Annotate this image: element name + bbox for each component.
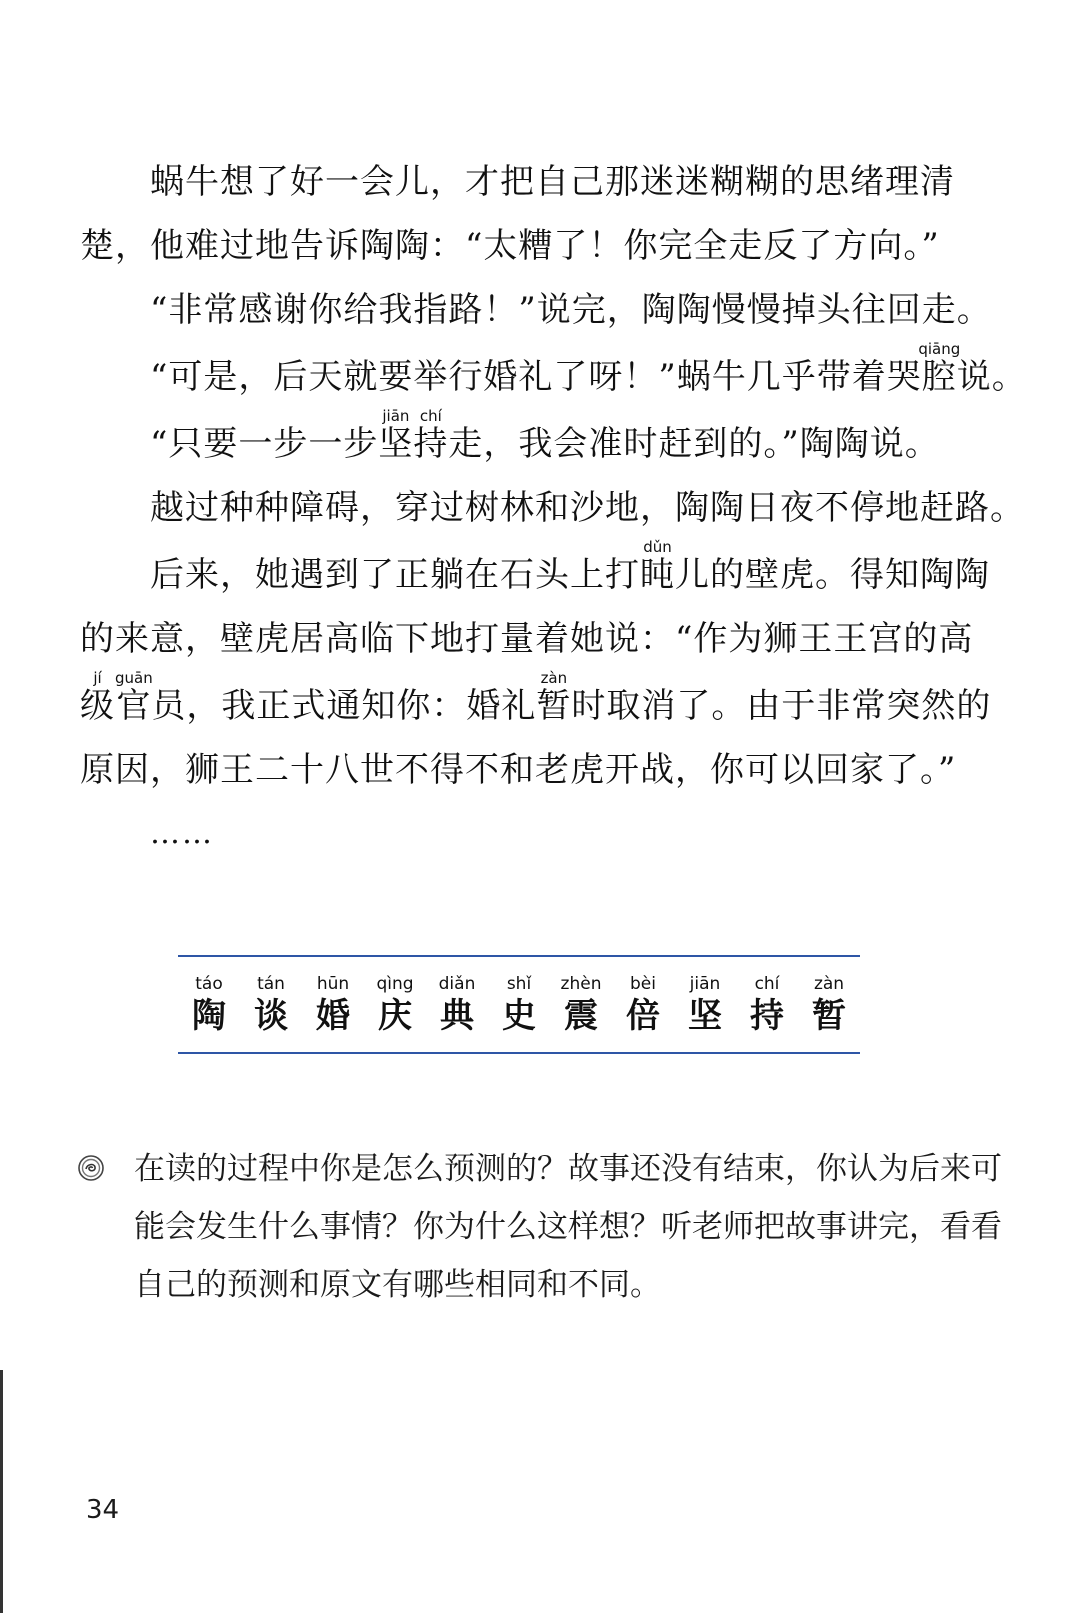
pinyin-annotated-char: 持chí (413, 407, 449, 464)
story-text-segment: 说。 (956, 357, 1027, 397)
vocab-pinyin: diǎn (438, 973, 476, 994)
page-number: 34 (86, 1495, 120, 1525)
story-text-segment: 后来，她遇到了正躺在石头上打 (150, 555, 640, 595)
vocab-item (688, 973, 722, 1037)
vocab-char: 陶 (192, 995, 226, 1036)
story-text-segment: 越过种种障碍，穿过树林和沙地，陶陶日夜不停地赶路。 (150, 488, 1025, 528)
story-text-segment: 走，我会准时赶到的。”陶陶说。 (448, 424, 940, 464)
vocab-item (750, 973, 784, 1037)
story-text-segment: 员，我正式通知你：婚礼 (151, 686, 537, 726)
story-line (80, 409, 960, 476)
question-text (134, 1140, 1002, 1314)
page-binding-edge (0, 1370, 3, 1613)
vocab-item (254, 973, 288, 1037)
story-text-segment: 原因，狮王二十八世不得不和老虎开战，你可以回家了。” (80, 750, 957, 790)
vocab-pinyin: chí (754, 973, 780, 994)
story-text-segment: “可是，后天就要举行婚礼了呀！”蜗牛几乎带着哭 (150, 357, 922, 397)
vocab-pinyin: tán (257, 973, 285, 994)
question-line: 自己的预测和原文有哪些相同和不同。 (134, 1267, 661, 1303)
story-text-segment: 时取消了。由于非常突然的 (571, 686, 992, 726)
pinyin-annotated-char: 腔qiāng (918, 340, 961, 397)
vocab-item (378, 973, 412, 1037)
vocab-pinyin: shǐ (506, 973, 532, 994)
pinyin-annotated-char: 暂zàn (536, 669, 572, 726)
pinyin-annotated-char: 官guān (115, 669, 153, 726)
story-line (80, 278, 992, 342)
story-text-segment: 蜗牛想了好一会儿，才把自己那迷迷糊糊的思绪理清 (150, 162, 955, 202)
story-ellipsis: …… (150, 816, 214, 851)
vocab-pinyin: jiān (689, 973, 721, 994)
story-line (80, 607, 974, 671)
story-text-segment: “只要一步一步 (150, 424, 379, 464)
vocab-char: 谈 (254, 995, 288, 1036)
discussion-swirl-icon (78, 1155, 104, 1181)
vocab-pinyin: hūn (316, 973, 350, 994)
vocab-item (192, 973, 226, 1037)
question-line: 在读的过程中你是怎么预测的？故事还没有结束，你认为后来可 (134, 1151, 1002, 1187)
discussion-question (78, 1140, 1002, 1314)
story-line (80, 476, 1025, 540)
vocab-char: 暂 (812, 995, 846, 1036)
vocab-item (812, 973, 846, 1037)
vocab-char: 史 (502, 995, 536, 1036)
vocab-char: 坚 (688, 995, 722, 1036)
vocab-char: 婚 (316, 995, 350, 1036)
story-text (80, 150, 1027, 866)
story-line (80, 214, 960, 278)
vocab-pinyin: zàn (813, 973, 845, 994)
vocab-item (626, 973, 660, 1037)
story-text-segment: 儿的壁虎。得知陶陶 (675, 555, 990, 595)
story-text-segment: “非常感谢你给我指路！”说完，陶陶慢慢掉头往回走。 (150, 290, 992, 330)
vocabulary-box (178, 955, 860, 1054)
vocab-char: 典 (440, 995, 474, 1036)
pinyin-annotated-char: 盹dǔn (640, 538, 675, 595)
vocab-pinyin: qìng (376, 973, 414, 994)
vocab-item (316, 973, 350, 1037)
story-line (80, 150, 960, 214)
vocab-pinyin: bèi (630, 973, 656, 994)
vocab-item (560, 973, 602, 1037)
story-line (80, 738, 960, 802)
vocab-pinyin: zhèn (560, 973, 602, 994)
pinyin-annotated-char: 级jí (80, 669, 115, 726)
vocab-char: 持 (750, 995, 784, 1036)
vocab-pinyin: táo (195, 973, 223, 994)
story-line (80, 538, 990, 607)
vocab-char: 倍 (626, 995, 660, 1036)
story-text-segment: 楚，他难过地告诉陶陶：“太糟了！你完全走反了方向。” (80, 226, 940, 266)
story-text-segment: 的来意，壁虎居高临下地打量着她说：“作为狮王王宫的高 (80, 619, 974, 659)
vocab-char: 震 (564, 995, 598, 1036)
question-line: 能会发生什么事情？你为什么这样想？听老师把故事讲完，看看 (134, 1209, 1002, 1245)
pinyin-annotated-char: 坚jiān (378, 407, 414, 464)
vocab-item (440, 973, 474, 1037)
vocab-char: 庆 (378, 995, 412, 1036)
vocab-item (502, 973, 536, 1037)
story-line (80, 669, 992, 738)
story-line (80, 340, 1027, 409)
